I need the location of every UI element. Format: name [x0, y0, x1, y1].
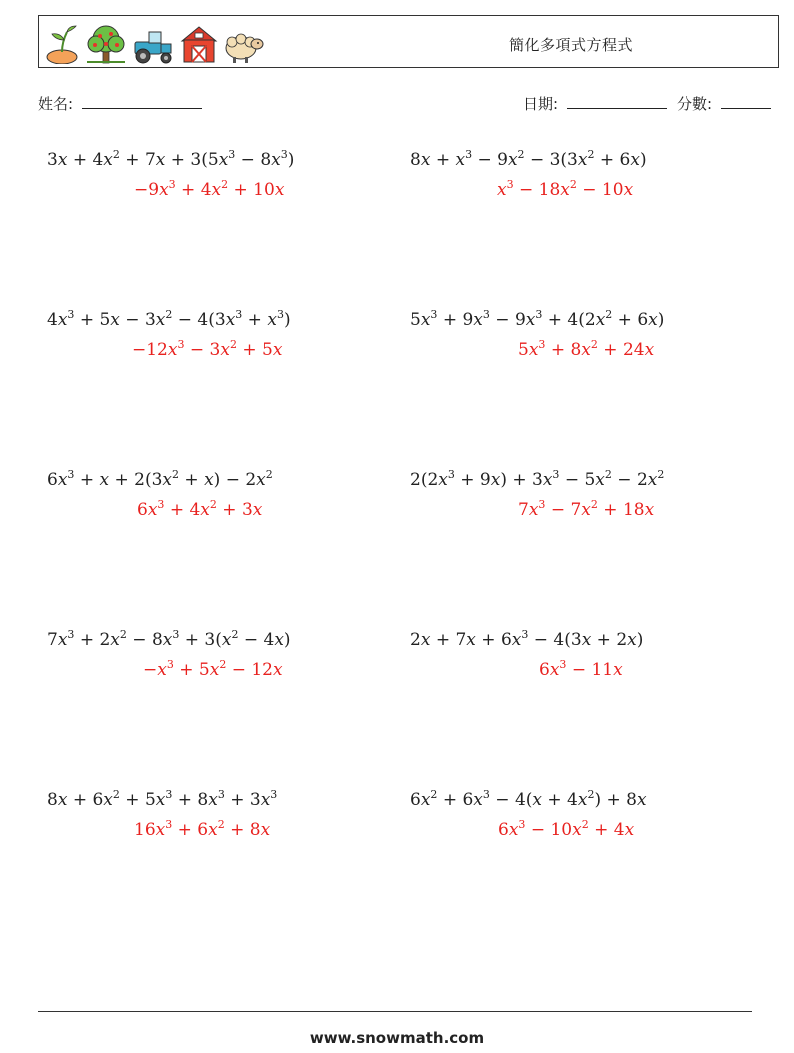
problem-7: $7x^3 + 2x^2 - 8x^3 + 3(x^2 - 4x)$	[47, 628, 291, 650]
answer-4: $5x^3 + 8x^2 + 24x$	[518, 338, 655, 360]
problem-1: $3x + 4x^2 + 7x + 3(5x^3 - 8x^3)$	[47, 148, 295, 170]
date-field	[523, 93, 667, 114]
score-field	[677, 93, 771, 114]
tractor-icon	[131, 28, 175, 64]
answer-2: $x^3 - 18x^2 - 10x$	[497, 178, 634, 200]
name-line[interactable]	[82, 95, 202, 109]
answer-1: $-9x^3 + 4x^2 + 10x$	[134, 178, 285, 200]
answer-5: $6x^3 + 4x^2 + 3x$	[137, 498, 263, 520]
sheep-icon	[223, 32, 265, 64]
score-label: 分數:	[677, 95, 713, 113]
name-field	[38, 93, 202, 114]
problem-6: $2(2x^3 + 9x) + 3x^3 - 5x^2 - 2x^2$	[410, 468, 665, 490]
score-line[interactable]	[721, 95, 771, 109]
name-label: 姓名:	[38, 95, 74, 113]
date-label: 日期:	[523, 95, 559, 113]
footer-url[interactable]: www.snowmath.com	[309, 1029, 485, 1047]
worksheet-title: 簡化多項式方程式	[509, 36, 634, 54]
answer-7: $-x^3 + 5x^2 - 12x$	[143, 658, 283, 680]
barn-icon	[179, 24, 219, 64]
apple-tree-icon	[85, 24, 127, 64]
answer-10: $6x^3 - 10x^2 + 4x$	[498, 818, 635, 840]
date-line[interactable]	[567, 95, 667, 109]
answer-9: $16x^3 + 6x^2 + 8x$	[134, 818, 271, 840]
problem-8: $2x + 7x + 6x^3 - 4(3x + 2x)$	[410, 628, 644, 650]
problem-2: $8x + x^3 - 9x^2 - 3(3x^2 + 6x)$	[410, 148, 647, 170]
sprout-icon	[43, 24, 81, 64]
header-icons	[43, 22, 265, 64]
answer-6: $7x^3 - 7x^2 + 18x$	[518, 498, 655, 520]
problem-9: $8x + 6x^2 + 5x^3 + 8x^3 + 3x^3$	[47, 788, 278, 810]
problem-5: $6x^3 + x + 2(3x^2 + x) - 2x^2$	[47, 468, 273, 490]
problem-3: $4x^3 + 5x - 3x^2 - 4(3x^3 + x^3)$	[47, 308, 291, 330]
worksheet-header	[38, 15, 779, 68]
problem-10: $6x^2 + 6x^3 - 4(x + 4x^2) + 8x$	[410, 788, 647, 810]
answer-3: $-12x^3 - 3x^2 + 5x$	[132, 338, 283, 360]
problem-4: $5x^3 + 9x^3 - 9x^3 + 4(2x^2 + 6x)$	[410, 308, 665, 330]
answer-8: $6x^3 - 11x$	[539, 658, 623, 680]
footer-divider	[38, 1011, 752, 1012]
